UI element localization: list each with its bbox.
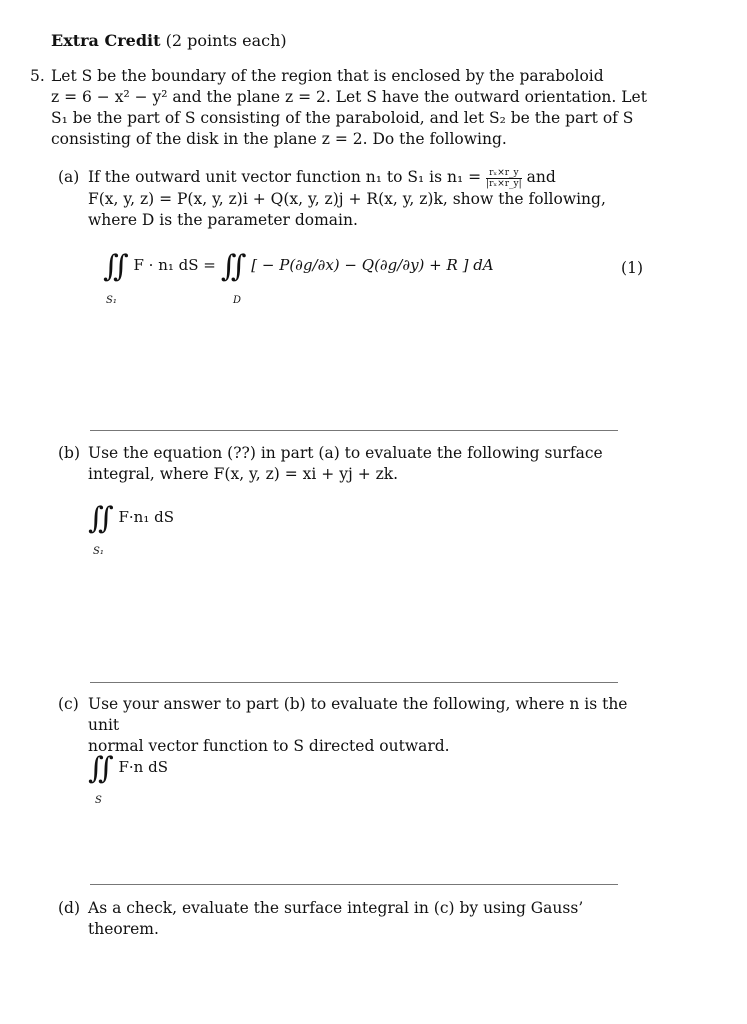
part-c-line-2: normal vector function to S directed outward. (88, 737, 450, 755)
integral-b-integrand: F·n₁ dS (118, 508, 174, 526)
integral-c-integrand: F·n dS (118, 758, 168, 776)
equation-number: (1) (621, 259, 643, 277)
problem-number: 5. (30, 67, 45, 85)
normal-fraction (486, 168, 522, 189)
problem-line-4: consisting of the disk in the plane z = 2. Do the following. (51, 130, 507, 148)
integral-c-subscript: S (95, 795, 102, 806)
equation-1 (103, 249, 494, 284)
integral-b-subscript: S₁ (93, 546, 104, 557)
part-b-label: (b) (58, 444, 81, 462)
double-integral-lhs-icon: ∬ (103, 249, 129, 284)
part-b-line-1: Use the equation (??) in part (a) to evaluate the following surface (88, 444, 603, 462)
double-integral-b-icon: ∬ (88, 501, 114, 536)
problem-line-3: S₁ be the part of S consisting of the paraboloid, and let S₂ be the part of S (51, 109, 634, 127)
answer-line-b (90, 682, 618, 683)
equation-lhs-subscript: S₁ (106, 295, 117, 306)
equation-lhs: F · n₁ dS = (133, 256, 216, 274)
part-a-line-1-pre: If the outward unit vector function n₁ to S₁ is n₁ = (88, 168, 482, 186)
part-a-line-1 (88, 167, 648, 189)
equation-rhs-subscript: D (233, 295, 242, 306)
part-c-label: (c) (58, 695, 79, 713)
part-c-line-1: Use your answer to part (b) to evaluate the following, where n is the unit (88, 695, 628, 734)
equation-rhs: [ − P(∂g/∂x) − Q(∂g/∂y) + R ] dA (251, 256, 494, 274)
heading-points: (2 points each) (165, 31, 287, 50)
part-d-text: As a check, evaluate the surface integral in (c) by using Gauss’ theorem. (88, 899, 584, 938)
part-d-label: (d) (58, 899, 81, 917)
fraction-denominator: |rₓ×r_y| (486, 178, 522, 189)
heading-title: Extra Credit (51, 31, 161, 50)
part-b-text (88, 443, 648, 485)
double-integral-c-icon: ∬ (88, 751, 114, 786)
part-a-text (88, 167, 648, 231)
part-a-line-3: where D is the parameter domain. (88, 210, 358, 229)
part-a-line-1-post: and (526, 168, 556, 186)
part-c-text (88, 694, 648, 757)
section-heading (51, 30, 287, 51)
part-a-line-2: F(x, y, z) = P(x, y, z)i + Q(x, y, z)j + R(x, y, z)k, show the following, (88, 189, 606, 208)
answer-line-a (90, 430, 618, 431)
integral-c (88, 751, 168, 786)
problem-statement (51, 66, 651, 150)
part-a-label: (a) (58, 168, 80, 186)
problem-line-2: z = 6 − x² − y² and the plane z = 2. Let S have the outward orientation. Let (51, 88, 647, 106)
integral-b (88, 501, 174, 536)
answer-line-c (90, 884, 618, 885)
part-b-line-2: integral, where F(x, y, z) = xi + yj + zk. (88, 465, 399, 483)
fraction-numerator: rₓ×r_y (486, 168, 522, 179)
problem-line-1: Let S be the boundary of the region that is enclosed by the paraboloid (51, 67, 604, 85)
double-integral-rhs-icon: ∬ (220, 249, 247, 284)
